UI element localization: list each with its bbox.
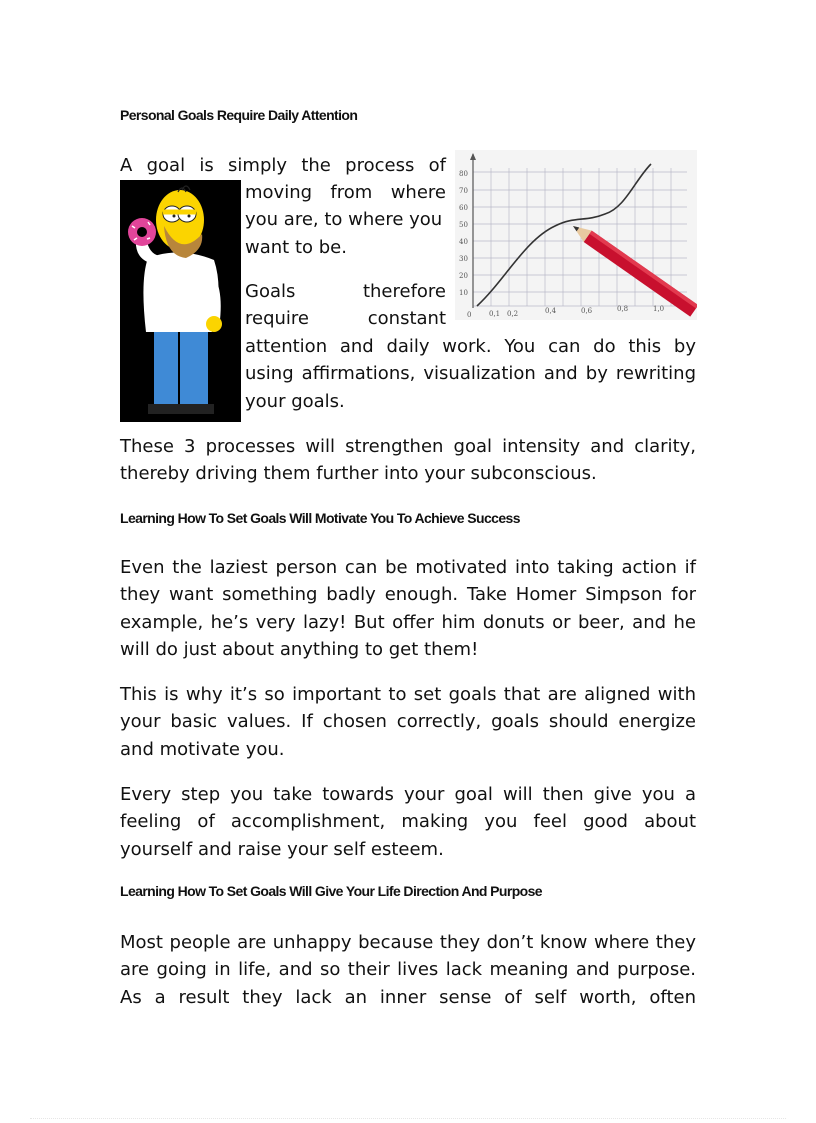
- page-bottom-divider: [30, 1118, 786, 1119]
- every-step-paragraph: Every step you take towards your goal will then give you a feeling of accomplishment, making you feel good about yourself and raise your self esteem.: [120, 784, 696, 860]
- y-tick-label: 70: [459, 187, 468, 195]
- goals-line-2: require constant: [245, 308, 446, 330]
- y-tick-label: 60: [459, 204, 468, 212]
- x-tick-label: 0,1: [489, 310, 501, 318]
- intro-paragraph-rest: [245, 179, 446, 261]
- goals-paragraph-wide: [245, 333, 696, 415]
- y-tick-label: 50: [459, 221, 468, 229]
- goals-line-1: Goals therefore: [245, 281, 446, 302]
- goals-line-5: your goals.: [245, 390, 345, 412]
- goals-paragraph-narrow: [245, 278, 446, 333]
- intro-line-2: moving from where: [245, 182, 446, 203]
- goals-line-3: attention and daily work. You can do this by: [245, 336, 696, 357]
- y-tick-label: 10: [459, 289, 468, 297]
- section-heading-direction: Learning How To Set Goals Will Give Your Life Direction And Purpose: [120, 883, 542, 899]
- x-tick-label: 0,2: [507, 310, 519, 318]
- y-tick-label: 40: [459, 238, 468, 246]
- processes-paragraph: These 3 processes will strengthen goal intensity and clarity, thereby driving them further into your subconscious.: [120, 436, 696, 485]
- aligned-goals-paragraph: This is why it’s so important to set goals that are aligned with your basic values. If chosen correctly, goals should energize and motivate you.: [120, 684, 696, 760]
- x-tick-label: 0,8: [617, 305, 629, 313]
- y-tick-label: 80: [459, 170, 468, 178]
- goals-line-4: using affirmations, visualization and by rewriting: [245, 363, 696, 385]
- y-tick-label: 30: [459, 255, 468, 263]
- unhappy-people-paragraph: Most people are unhappy because they don’t know where they are going in life, and so their lives lack meaning and purpose. As a result they lack an inner sense of self worth, often: [120, 932, 696, 1008]
- x-tick-label: 0,6: [581, 307, 593, 315]
- section-heading-motivate: Learning How To Set Goals Will Motivate You To Achieve Success: [120, 510, 520, 526]
- intro-line-4: want to be.: [245, 236, 347, 258]
- intro-line-1: A goal is simply the process of: [120, 155, 446, 176]
- growth-graph-image: [455, 150, 697, 320]
- x-tick-label: 1,0: [653, 305, 665, 313]
- x-tick-label: 0: [467, 311, 472, 319]
- intro-line-3: you are, to where you: [245, 209, 443, 231]
- laziest-person-paragraph: Even the laziest person can be motivated into taking action if they want something badly enough. Take Homer Simpson for example, he’s very lazy! But offer him donuts or beer, and he will do just about anything to get them!: [120, 557, 696, 660]
- x-tick-label: 0,4: [545, 307, 557, 315]
- y-tick-label: 20: [459, 272, 468, 280]
- section-heading-daily-attention: Personal Goals Require Daily Attention: [120, 107, 358, 123]
- homer-simpson-image: [120, 180, 241, 422]
- intro-paragraph-line1: [120, 152, 446, 179]
